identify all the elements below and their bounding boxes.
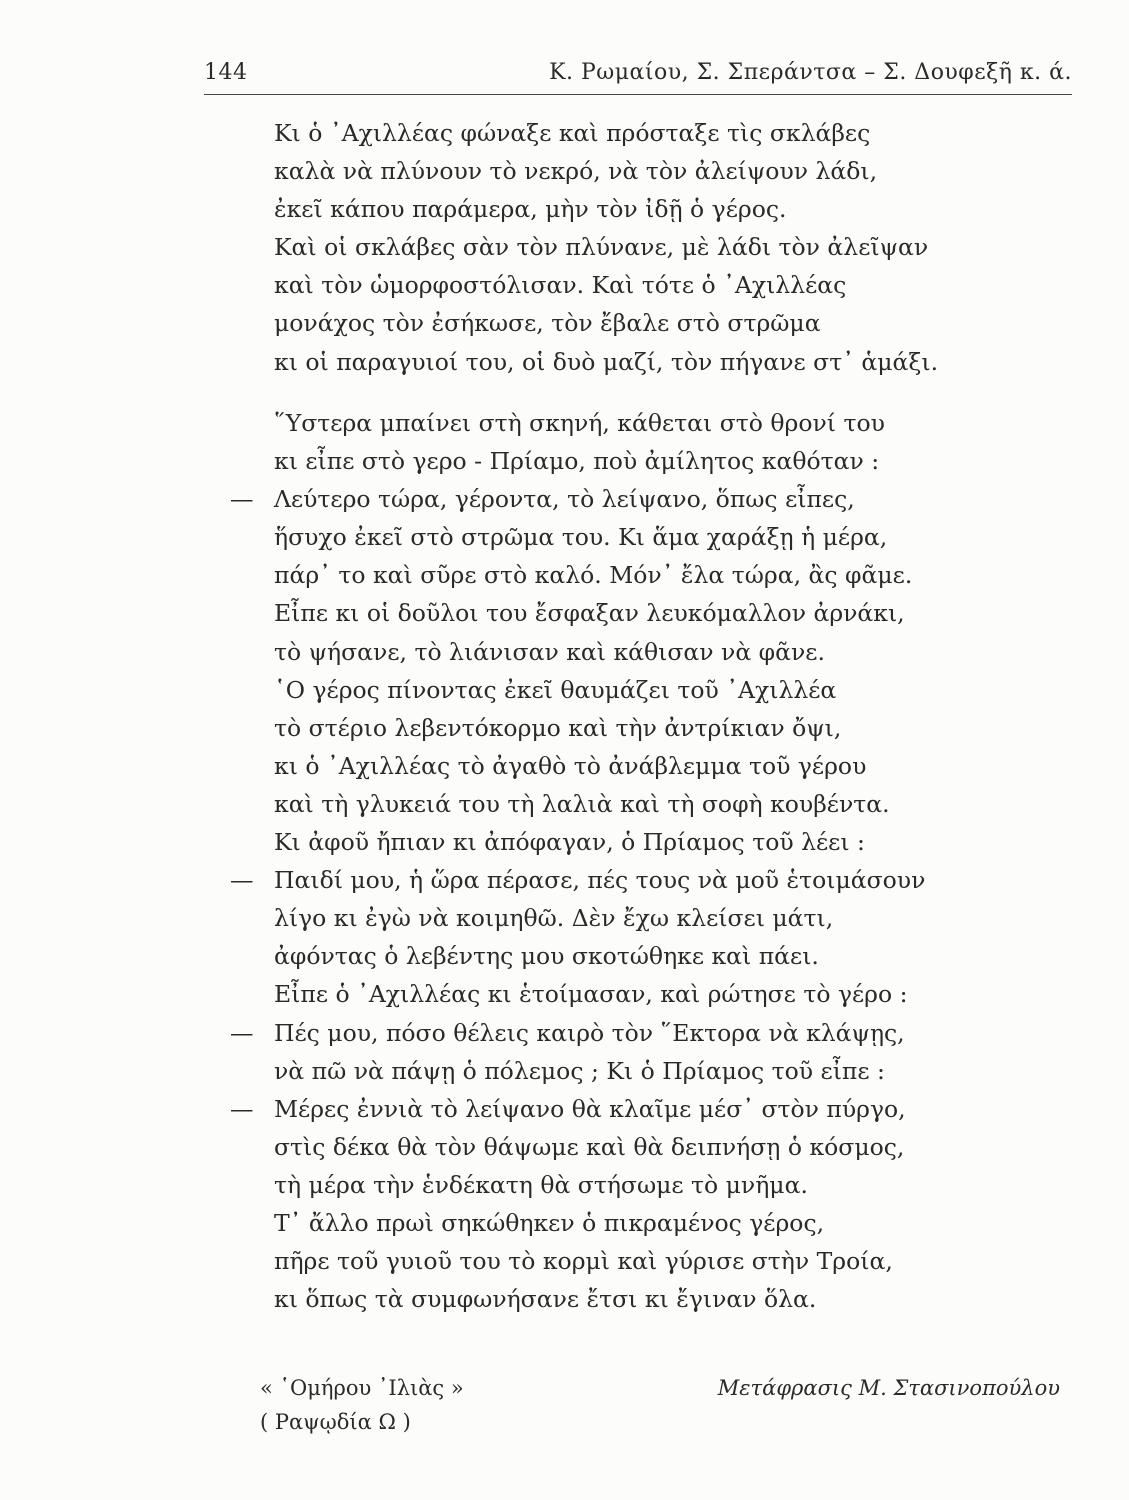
poem-line-text: Παιδί μου, ἡ ὥρα πέρασε, πές τους νὰ μοῦ ἑτοιμάσουν [274, 866, 926, 895]
poem-line-text: στὶς δέκα θὰ τὸν θάψωμε καὶ θὰ δειπνήσῃ ὁ κόσμος, [274, 1132, 905, 1161]
stanza [230, 404, 1030, 1204]
dialogue-dash: — [230, 1094, 254, 1123]
poem-line-text: τὸ ψήσανε, τὸ λιάνισαν καὶ κάθισαν νὰ φᾶνε. [274, 637, 825, 666]
poem-line [230, 899, 1030, 937]
poem-line [230, 1128, 1030, 1166]
poem-line [230, 266, 1030, 304]
stanza [230, 1204, 1030, 1318]
poem-line [230, 671, 1030, 709]
poem-line [230, 747, 1030, 785]
translator-credit: Μετάφρασις Μ. Στασινοπούλου [717, 1376, 1060, 1400]
poem-line-text: καὶ τὸν ὡμορφοστόλισαν. Καὶ τότε ὁ ᾿Αχιλλέας [274, 271, 847, 300]
poem-line [230, 1090, 1030, 1128]
poem-line-text: ἥσυχο ἐκεῖ στὸ στρῶμα του. Κι ἅμα χαράξῃ ἡ μέρα, [274, 523, 888, 552]
poem-line-text: Τ᾿ ἄλλο πρωὶ σηκώθηκεν ὁ πικραμένος γέρος, [274, 1209, 825, 1237]
poem-line [230, 823, 1030, 861]
source-title: « ῾Ομήρου ᾿Ιλιὰς » [260, 1376, 464, 1400]
poem-line [230, 975, 1030, 1013]
stanza [230, 114, 1030, 381]
source-footer [260, 1376, 1060, 1446]
poem-line-text: Λεύτερο τώρα, γέροντα, τὸ λείψανο, ὅπως εἶπες, [274, 485, 855, 514]
poem-line-text: πάρ᾿ το καὶ σῦρε στὸ καλό. Μόν᾿ ἔλα τώρα, ἂς φᾶμε. [274, 561, 913, 590]
poem-line-text: καὶ τὴ γλυκειά του τὴ λαλιὰ καὶ τὴ σοφὴ κουβέντα. [274, 789, 890, 818]
poem-line-text: Πές μου, πόσο θέλεις καιρὸ τὸν ῞Εκτορα νὰ κλάψῃς, [274, 1018, 905, 1047]
poem-line-text: Εἶπε ὁ ᾿Αχιλλέας κι ἑτοίμασαν, καὶ ρώτησε τὸ γέρο : [274, 980, 908, 1009]
poem-line [230, 304, 1030, 342]
poem-line [230, 1014, 1030, 1052]
running-head: Κ. Ρωμαίου, Σ. Σπεράντσα – Σ. Δουφεξῆ κ. ά. [549, 60, 1072, 85]
poem-line [230, 1052, 1030, 1090]
poem-line-text: τὴ μέρα τὴν ἑνδέκατη θὰ στήσωμε τὸ μνῆμα. [274, 1170, 808, 1199]
poem-line-text: κι οἱ παραγυιοί του, οἱ δυὸ μαζί, τὸν πήγανε στ᾿ ἁμάξι. [274, 347, 939, 376]
poem-line [230, 1242, 1030, 1280]
poem-line-text: κι ὅπως τὰ συμφωνήσανε ἔτσι κι ἔγιναν ὅλα. [274, 1285, 817, 1314]
poem-line-text: Μέρες ἐννιὰ τὸ λείψανο θὰ κλαῖμε μέσ᾿ στὸν πύργο, [274, 1094, 906, 1123]
poem-line [230, 152, 1030, 190]
header-rule [204, 94, 1072, 95]
poem-line [230, 228, 1030, 266]
dialogue-dash: — [230, 485, 254, 514]
poem-line [230, 442, 1030, 480]
poem-line [230, 1280, 1030, 1318]
poem-line-text: λίγο κι ἐγὼ νὰ κοιμηθῶ. Δὲν ἔχω κλείσει μάτι, [274, 904, 834, 933]
poem-line-text: Εἶπε κι οἱ δοῦλοι του ἔσφαξαν λευκόμαλλον ἀρνάκι, [274, 599, 905, 628]
poem-line [230, 343, 1030, 381]
poem-line-text: ἐκεῖ κάπου παράμερα, μὴν τὸν ἰδῇ ὁ γέρος. [274, 195, 787, 224]
poem-line [230, 480, 1030, 518]
poem-line-text: Κι ἀφοῦ ἤπιαν κι ἀπόφαγαν, ὁ Πρίαμος τοῦ λέει : [274, 828, 865, 857]
page-header [204, 52, 1072, 92]
poem-line [230, 518, 1030, 556]
poem-line-text: ῞Υστερα μπαίνει στὴ σκηνή, κάθεται στὸ θρονί του [274, 409, 885, 437]
poem-line [230, 594, 1030, 632]
page-number: 144 [204, 60, 248, 85]
poem-line-text: κι εἶπε στὸ γερο - Πρίαμο, ποὺ ἀμίλητος καθόταν : [274, 447, 880, 476]
poem-line [230, 556, 1030, 594]
poem-line-text: Καὶ οἱ σκλάβες σὰν τὸν πλύνανε, μὲ λάδι τὸν ἀλεῖψαν [274, 233, 929, 262]
poem-line [230, 709, 1030, 747]
poem-line [230, 937, 1030, 975]
source-book: ( Ραψῳδία Ω ) [260, 1410, 411, 1434]
poem-line-text: τὸ στέριο λεβεντόκορμο καὶ τὴν ἀντρίκιαν ὄψι, [274, 713, 842, 742]
poem-line-text: κι ὁ ᾿Αχιλλέας τὸ ἀγαθὸ τὸ ἀνάβλεμμα τοῦ γέρου [274, 751, 867, 780]
dialogue-dash: — [230, 1018, 254, 1047]
poem-line [230, 861, 1030, 899]
poem-line [230, 1166, 1030, 1204]
poem-line [230, 114, 1030, 152]
poem-line-text: ἀφόντας ὁ λεβέντης μου σκοτώθηκε καὶ πάει. [274, 942, 819, 971]
poem-line [230, 404, 1030, 442]
poem-line [230, 1204, 1030, 1242]
poem-line-text: ῾Ο γέρος πίνοντας ἐκεῖ θαυμάζει τοῦ ᾿Αχιλλέα [274, 675, 837, 704]
poem-line-text: Κι ὁ ᾿Αχιλλέας φώναξε καὶ πρόσταξε τὶς σκλάβες [274, 119, 871, 147]
poem-line-text: καλὰ νὰ πλύνουν τὸ νεκρό, νὰ τὸν ἀλείψουν λάδι, [274, 157, 878, 186]
poem-line [230, 190, 1030, 228]
poem-line-text: νὰ πῶ νὰ πάψῃ ὁ πόλεμος ; Κι ὁ Πρίαμος τοῦ εἶπε : [274, 1056, 885, 1085]
poem-line-text: πῆρε τοῦ γυιοῦ του τὸ κορμὶ καὶ γύρισε στὴν Τροία, [274, 1247, 893, 1276]
poem-line-text: μονάχος τὸν ἐσήκωσε, τὸν ἔβαλε στὸ στρῶμα [274, 309, 821, 338]
poem-line [230, 633, 1030, 671]
poem-line [230, 785, 1030, 823]
dialogue-dash: — [230, 866, 254, 895]
